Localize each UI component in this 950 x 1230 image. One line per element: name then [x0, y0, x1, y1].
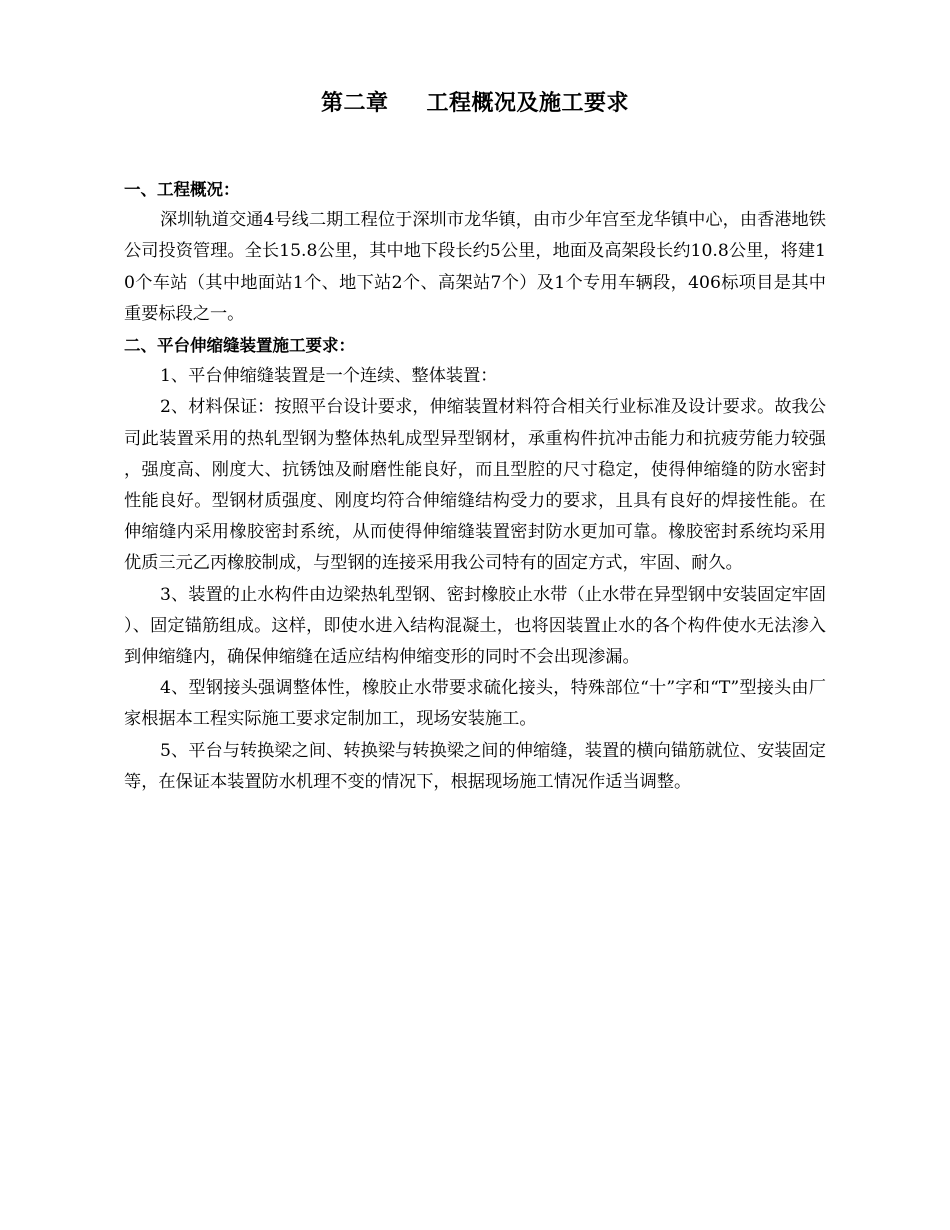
requirement-item-1: 1、平台伸缩缝装置是一个连续、整体装置：: [160, 366, 498, 387]
chapter-title-text: 工程概况及施工要求: [426, 91, 630, 116]
paragraph-overview: 深圳轨道交通4号线二期工程位于深圳市龙华镇，由市少年宫至龙华镇中心，由香港地铁公司投资管理。全长15.8公里，其中地下段长约5公里，地面及高架段长约10.8公里，将建10个车站（其中地面站1个、地下站2个、高架站7个）及1个专用车辆段，406标项目是其中重要标段之一。: [124, 210, 826, 324]
chapter-label: 第二章: [320, 91, 389, 116]
requirement-item-4: 4、型钢接头强调整体性，橡胶止水带要求硫化接头，特殊部位“十”字和“T”型接头由厂家根据本工程实际施工要求定制加工，现场安装施工。: [124, 678, 826, 730]
section-heading-requirements: 二、平台伸缩缝装置施工要求：: [124, 336, 355, 356]
requirement-item-2: 2、材料保证：按照平台设计要求，伸缩装置材料符合相关行业标准及设计要求。故我公司此装置采用的热轧型钢为整体热轧成型异型钢材，承重构件抗冲击能力和抗疲劳能力较强，强度高、刚度大、抗锈蚀及耐磨性能良好，而且型腔的尺寸稳定，使得伸缩缝的防水密封性能良好。型钢材质强度、刚度均符合伸缩缝结构受力的要求，且具有良好的焊接性能。在伸缩缝内采用橡胶密封系统，从而使得伸缩缝装置密封防水更加可靠。橡胶密封系统均采用优质三元乙丙橡胶制成，与型钢的连接采用我公司特有的固定方式，牢固、耐久。: [124, 397, 826, 574]
requirement-item-5: 5、平台与转换梁之间、转换梁与转换梁之间的伸缩缝，装置的横向锚筋就位、安装固定等，在保证本装置防水机理不变的情况下，根据现场施工情况作适当调整。: [124, 740, 826, 792]
document-body: [124, 174, 826, 798]
requirement-item-3: 3、装置的止水构件由边梁热轧型钢、密封橡胶止水带（止水带在异型钢中安装固定牢固）、固定锚筋组成。这样，即使水进入结构混凝土，也将因装置止水的各个构件使水无法渗入到伸缩缝内，确保伸缩缝在适应结构伸缩变形的同时不会出现渗漏。: [124, 584, 826, 668]
chapter-title: [0, 88, 950, 120]
section-heading-overview: 一、工程概况：: [124, 180, 240, 199]
